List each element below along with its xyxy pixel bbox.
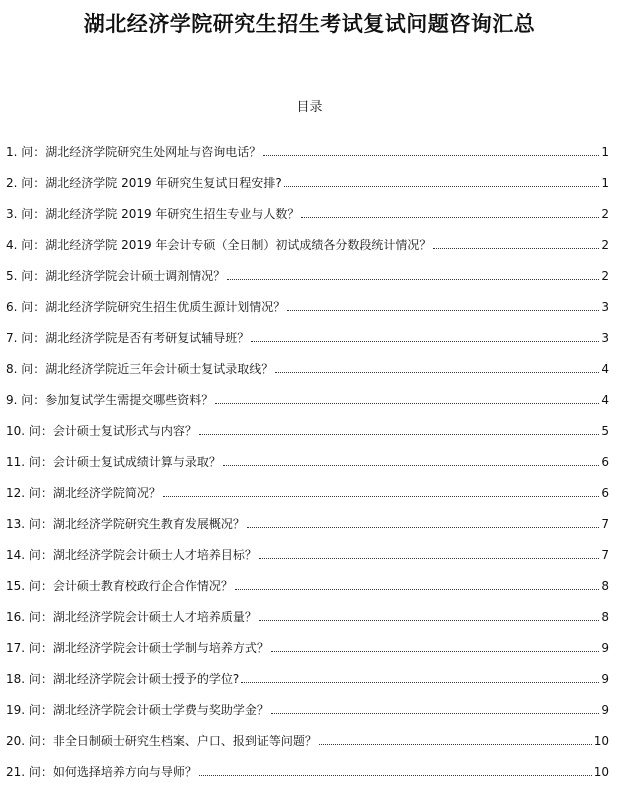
toc-page-number: 9 (601, 672, 609, 686)
toc-page-number: 9 (601, 641, 609, 655)
toc-dot-leader (241, 682, 599, 683)
toc-entry-6[interactable] (6, 284, 609, 315)
toc-page-number: 2 (601, 207, 609, 221)
toc-dot-leader (199, 775, 592, 776)
toc-entry-3[interactable] (6, 191, 609, 222)
toc-dot-leader (223, 465, 599, 466)
toc-page-number: 9 (601, 703, 609, 717)
toc-page-number: 5 (601, 424, 609, 438)
toc-entry-text: 11. 问：会计硕士复试成绩计算与录取？ (6, 455, 221, 469)
toc-entry-text: 7. 问：湖北经济学院是否有考研复试辅导班？ (6, 331, 250, 345)
toc-entry-text: 21. 问：如何选择培养方向与导师？ (6, 765, 197, 779)
toc-dot-leader (259, 620, 599, 621)
toc-page-number: 7 (601, 517, 609, 531)
toc-entry-text: 16. 问：湖北经济学院会计硕士人才培养质量？ (6, 610, 257, 624)
toc-entry-2[interactable] (6, 160, 609, 191)
toc-entry-text: 8. 问：湖北经济学院近三年会计硕士复试录取线？ (6, 362, 274, 376)
toc-dot-leader (227, 279, 599, 280)
toc-entry-18[interactable] (6, 656, 609, 687)
toc-page-number: 7 (601, 548, 609, 562)
toc-page-number: 1 (601, 176, 609, 190)
toc-dot-leader (235, 589, 599, 590)
toc-entry-text: 12. 问：湖北经济学院简况？ (6, 486, 161, 500)
toc-entry-12[interactable] (6, 470, 609, 501)
toc-page-number: 4 (601, 393, 609, 407)
toc-entry-17[interactable] (6, 625, 609, 656)
toc-entry-20[interactable] (6, 718, 609, 749)
toc-dot-leader (163, 496, 599, 497)
toc-entry-text: 15. 问：会计硕士教育校政行企合作情况？ (6, 579, 233, 593)
toc-entry-text: 18. 问：湖北经济学院会计硕士授予的学位? (6, 672, 240, 686)
toc-entry-11[interactable] (6, 439, 609, 470)
toc-entry-7[interactable] (6, 315, 609, 346)
toc-entry-text: 2. 问：湖北经济学院 2019 年研究生复试日程安排? (6, 176, 282, 190)
toc-entry-19[interactable] (6, 687, 609, 718)
toc-dot-leader (275, 372, 599, 373)
toc-page-number: 2 (601, 269, 609, 283)
toc-entry-text: 20. 问：非全日制硕士研究生档案、户口、报到证等问题？ (6, 734, 317, 748)
toc-heading: 目录 (296, 100, 323, 115)
toc-entry-8[interactable] (6, 346, 609, 377)
toc-dot-leader (251, 341, 599, 342)
toc-page-number: 2 (601, 238, 609, 252)
table-of-contents (6, 129, 609, 780)
toc-entry-text: 3. 问：湖北经济学院 2019 年研究生招生专业与人数？ (6, 207, 300, 221)
toc-entry-16[interactable] (6, 594, 609, 625)
toc-entry-15[interactable] (6, 563, 609, 594)
toc-page-number: 1 (601, 145, 609, 159)
toc-entry-21[interactable] (6, 749, 609, 780)
page-title: 湖北经济学院研究生招生考试复试问题咨询汇总 (83, 12, 536, 36)
toc-page-number: 4 (601, 362, 609, 376)
toc-dot-leader (433, 248, 599, 249)
toc-page-number: 3 (601, 300, 609, 314)
toc-page-number: 8 (601, 579, 609, 593)
toc-entry-1[interactable] (6, 129, 609, 160)
toc-dot-leader (287, 310, 599, 311)
toc-entry-text: 19. 问：湖北经济学院会计硕士学费与奖助学金？ (6, 703, 269, 717)
toc-entry-text: 6. 问：湖北经济学院研究生招生优质生源计划情况？ (6, 300, 286, 314)
toc-page-number: 3 (601, 331, 609, 345)
toc-page-number: 6 (601, 486, 609, 500)
toc-entry-text: 17. 问：湖北经济学院会计硕士学制与培养方式？ (6, 641, 269, 655)
toc-dot-leader (215, 403, 599, 404)
toc-entry-text: 1. 问：湖北经济学院研究生处网址与咨询电话？ (6, 145, 262, 159)
toc-dot-leader (247, 527, 599, 528)
toc-page-number: 8 (601, 610, 609, 624)
toc-page-number: 10 (593, 734, 609, 748)
toc-entry-9[interactable] (6, 377, 609, 408)
toc-entry-text: 9. 问：参加复试学生需提交哪些资料？ (6, 393, 214, 407)
toc-entry-text: 13. 问：湖北经济学院研究生教育发展概况？ (6, 517, 245, 531)
toc-dot-leader (271, 651, 599, 652)
toc-entry-text: 14. 问：湖北经济学院会计硕士人才培养目标？ (6, 548, 257, 562)
toc-page-number: 6 (601, 455, 609, 469)
toc-entry-5[interactable] (6, 253, 609, 284)
toc-entry-text: 4. 问：湖北经济学院 2019 年会计专硕（全日制）初试成绩各分数段统计情况？ (6, 238, 432, 252)
toc-dot-leader (259, 558, 599, 559)
toc-dot-leader (199, 434, 599, 435)
toc-entry-text: 10. 问：会计硕士复试形式与内容？ (6, 424, 197, 438)
toc-dot-leader (271, 713, 599, 714)
toc-dot-leader (284, 186, 600, 187)
toc-entry-text: 5. 问：湖北经济学院会计硕士调剂情况？ (6, 269, 226, 283)
toc-dot-leader (301, 217, 599, 218)
toc-entry-4[interactable] (6, 222, 609, 253)
toc-page-number: 10 (593, 765, 609, 779)
toc-entry-10[interactable] (6, 408, 609, 439)
toc-entry-14[interactable] (6, 532, 609, 563)
toc-dot-leader (319, 744, 592, 745)
toc-entry-13[interactable] (6, 501, 609, 532)
toc-dot-leader (263, 155, 599, 156)
